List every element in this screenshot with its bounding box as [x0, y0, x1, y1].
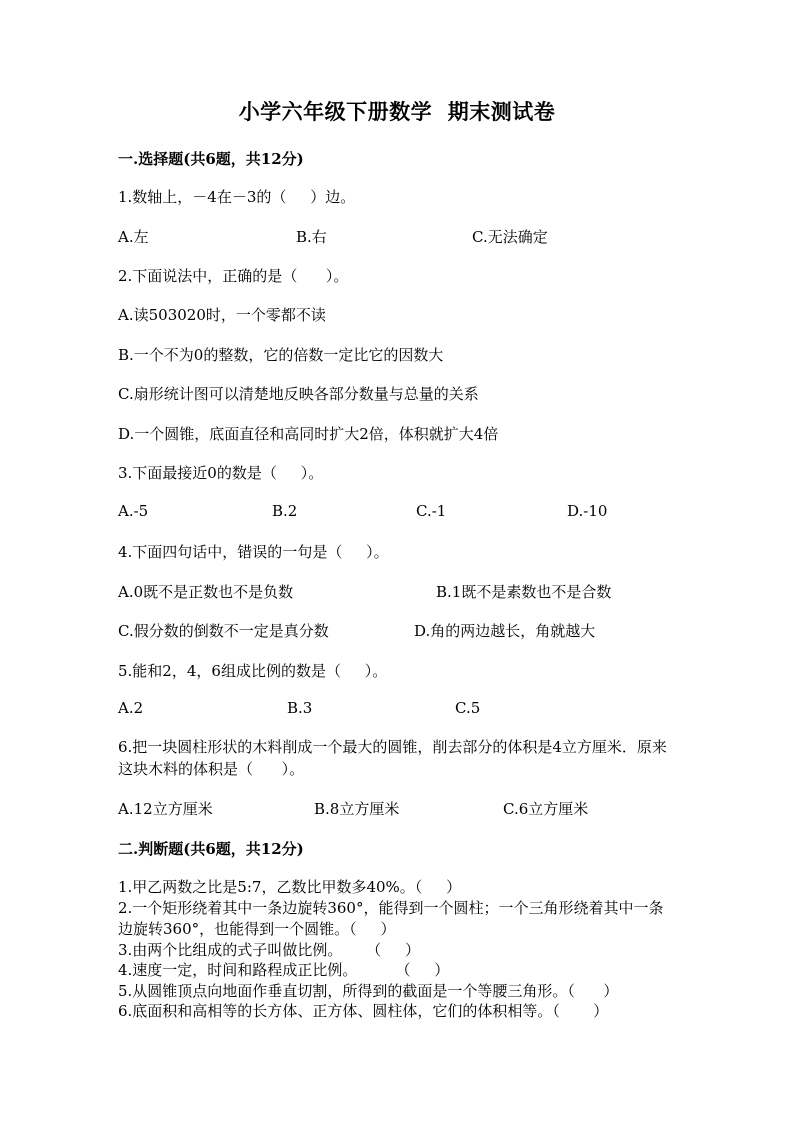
section-heading-choice: 一.选择题(共6题，共12分) — [118, 150, 304, 168]
page-title: 小学六年级下册数学 期末测试卷 — [238, 99, 556, 124]
question-stem: 4.下面四句话中，错误的一句是（ ）。 — [118, 543, 389, 561]
question-stem: 3.下面最接近0的数是（ ）。 — [118, 464, 324, 482]
option-a: A.读503020时，一个零都不读 — [118, 306, 326, 324]
option-c: C.扇形统计图可以清楚地反映各部分数量与总量的关系 — [118, 385, 479, 403]
section-heading-judge: 二.判断题(共6题，共12分) — [118, 840, 304, 858]
option-a: A.2 — [118, 699, 144, 717]
judge-item: 5.从圆锥顶点向地面作垂直切割，所得到的截面是一个等腰三角形。（ ） — [118, 982, 619, 1000]
question-stem: 2.下面说法中，正确的是（ ）。 — [118, 267, 349, 285]
judge-item: 3.由两个比组成的式子叫做比例。 （ ） — [118, 941, 420, 959]
option-c: C.-1 — [416, 502, 447, 520]
option-b: B.一个不为0的整数，它的倍数一定比它的因数大 — [118, 346, 444, 364]
option-a: A.0既不是正数也不是负数 — [118, 583, 294, 601]
question-stem: 5.能和2，4，6组成比例的数是（ ）。 — [118, 662, 388, 680]
option-c: C.假分数的倒数不一定是真分数 — [118, 622, 329, 640]
judge-item: 6.底面积和高相等的长方体、正方体、圆柱体，它们的体积相等。（ ） — [118, 1002, 609, 1020]
judge-item: 4.速度一定，时间和路程成正比例。 （ ） — [118, 961, 450, 979]
question-stem: 1.数轴上，－4在－3的（ ）边。 — [118, 188, 356, 206]
option-d: D.一个圆锥，底面直径和高同时扩大2倍，体积就扩大4倍 — [118, 425, 499, 443]
option-d: D.角的两边越长，角就越大 — [414, 622, 596, 640]
option-b: B.3 — [287, 699, 313, 717]
option-b: B.2 — [272, 502, 298, 520]
option-a: A.12立方厘米 — [118, 800, 213, 818]
option-d: D.-10 — [567, 502, 608, 520]
option-a: A.-5 — [118, 502, 149, 520]
judge-item: 2.一个矩形绕着其中一条边旋转360°，能得到一个圆柱；一个三角形绕着其中一条边旋转360°，也能得到一个圆锥。（ ） — [118, 899, 664, 938]
option-b: B.1既不是素数也不是合数 — [436, 583, 612, 601]
option-b: B.右 — [296, 228, 327, 246]
option-a: A.左 — [118, 228, 149, 246]
option-b: B.8立方厘米 — [314, 800, 400, 818]
option-c: C.6立方厘米 — [503, 800, 589, 818]
judge-item: 1.甲乙两数之比是5:7，乙数比甲数多40%。（ ） — [118, 878, 462, 896]
option-c: C.无法确定 — [472, 228, 548, 246]
option-c: C.5 — [455, 699, 481, 717]
question-stem: 6.把一块圆柱形状的木料削成一个最大的圆锥，削去部分的体积是4立方厘米．原来这块木料的体积是（ ）。 — [118, 738, 667, 778]
